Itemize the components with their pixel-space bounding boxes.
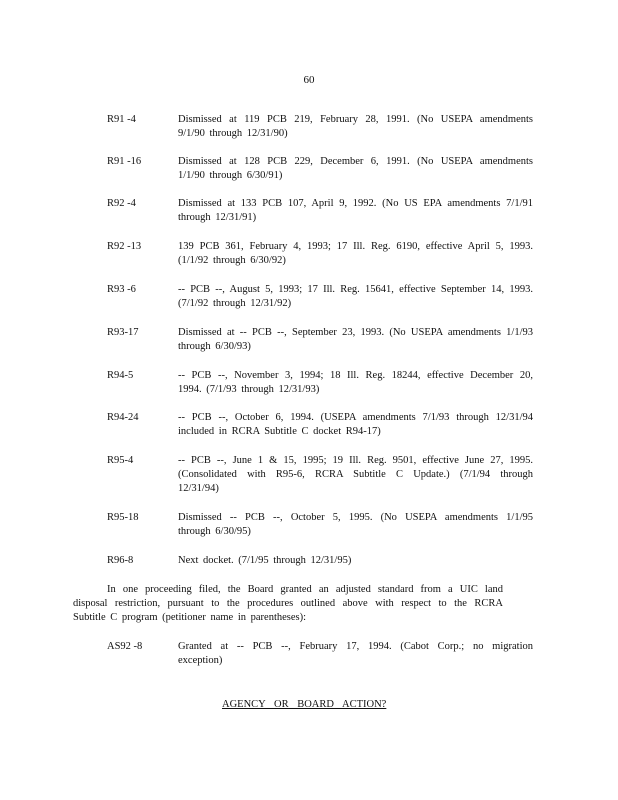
body-paragraph: In one proceeding filed, the Board granted an adjusted standard from a UIC land disposal restriction, pursuant to the procedures outlined above with respect to the RCRA Subtitle C program (petitioner name in parentheses): xyxy=(73,584,503,623)
docket-description: 139 PCB 361, February 4, 1993; 17 Ill. Reg. 6190, effective April 5, 1993. (1/1/92 through 6/30/92) xyxy=(178,241,533,266)
docket-code: R92 -4 xyxy=(107,198,136,209)
docket-description: Dismissed -- PCB --, October 5, 1995. (No USEPA amendments 1/1/95 through 6/30/95) xyxy=(178,512,533,537)
docket-code: R92 -13 xyxy=(107,241,142,252)
section-heading: AGENCY OR BOARD ACTION? xyxy=(222,699,387,710)
docket-code: R91 -16 xyxy=(107,156,142,167)
docket-description: -- PCB --, October 6, 1994. (USEPA amendments 7/1/93 through 12/31/94 included in RCRA Subtitle C docket R94-17) xyxy=(178,412,533,437)
docket-code: R93-17 xyxy=(107,327,139,338)
docket-code: R91 -4 xyxy=(107,114,136,125)
docket-description: Granted at -- PCB --, February 17, 1994. (Cabot Corp.; no migration exception) xyxy=(178,641,533,666)
docket-description: -- PCB --, November 3, 1994; 18 Ill. Reg. 18244, effective December 20, 1994. (7/1/93 through 12/31/93) xyxy=(178,370,533,395)
docket-description: Dismissed at 128 PCB 229, December 6, 1991. (No USEPA amendments 1/1/90 through 6/30/91) xyxy=(178,156,533,181)
docket-description: Dismissed at 133 PCB 107, April 9, 1992. (No US EPA amendments 7/1/91 through 12/31/91) xyxy=(178,198,533,223)
docket-code: R94-24 xyxy=(107,412,139,423)
page-number: 60 xyxy=(303,74,315,86)
docket-code: R95-4 xyxy=(107,455,134,466)
docket-description: Next docket. (7/1/95 through 12/31/95) xyxy=(178,555,352,566)
docket-code: R93 -6 xyxy=(107,284,136,295)
docket-code: AS92 -8 xyxy=(107,641,143,652)
docket-description: Dismissed at -- PCB --, September 23, 1993. (No USEPA amendments 1/1/93 through 6/30/93) xyxy=(178,327,533,352)
docket-code: R95-18 xyxy=(107,512,139,523)
docket-code: R94-5 xyxy=(107,370,134,381)
docket-description: -- PCB --, June 1 & 15, 1995; 19 Ill. Reg. 9501, effective June 27, 1995. (Consolidated with R95-6, RCRA Subtitle C Update.) (7/1/94 through 12/31/94) xyxy=(178,455,533,494)
docket-description: Dismissed at 119 PCB 219, February 28, 1991. (No USEPA amendments 9/1/90 through 12/31/90) xyxy=(178,114,533,139)
docket-code: R96-8 xyxy=(107,555,134,566)
docket-description: -- PCB --, August 5, 1993; 17 Ill. Reg. 15641, effective September 14, 1993. (7/1/92 through 12/31/92) xyxy=(178,284,533,309)
